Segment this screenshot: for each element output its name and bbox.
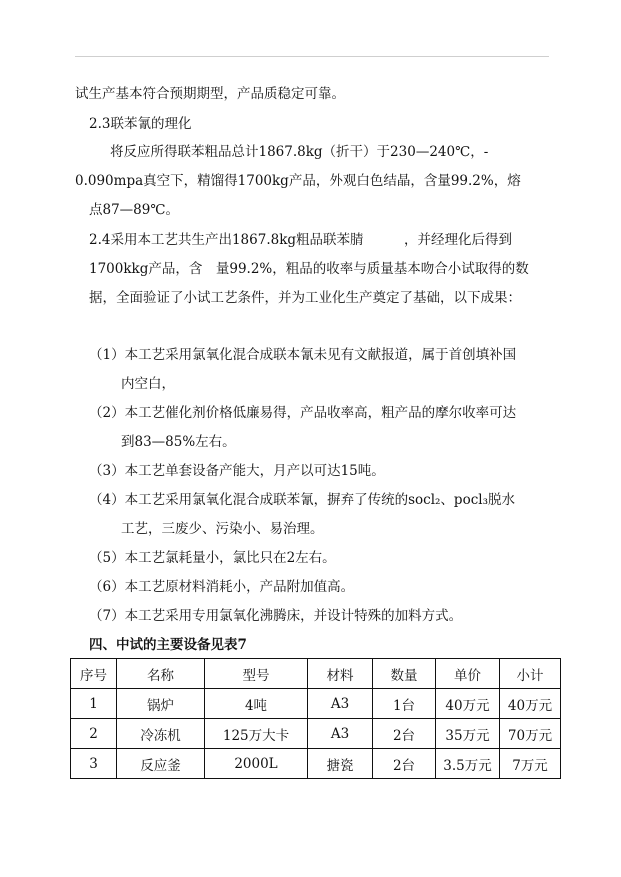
cell-model: 125万大卡 xyxy=(205,719,308,749)
result-7: （7）本工艺采用专用氯氧化沸腾床，并设计特殊的加料方式。 xyxy=(89,608,463,624)
cell-quantity: 2台 xyxy=(373,719,436,749)
cell-unit-price: 40万元 xyxy=(436,689,500,719)
header-subtotal: 小计 xyxy=(500,659,561,689)
header-material: 材料 xyxy=(308,659,373,689)
cell-name: 反应釜 xyxy=(117,749,205,779)
cell-index: 1 xyxy=(71,689,117,719)
result-3: （3）本工艺单套设备产能大，月产以可达15吨。 xyxy=(89,463,385,479)
table-header-row xyxy=(71,659,561,689)
cell-subtotal: 70万元 xyxy=(500,719,561,749)
table-row xyxy=(71,689,561,719)
cell-unit-price: 35万元 xyxy=(436,719,500,749)
section-2-3-line-1: 将反应所得联苯粗品总计1867.8kg（折干）于230—240℃，- xyxy=(110,144,489,160)
cell-name: 冷冻机 xyxy=(117,719,205,749)
equipment-table xyxy=(70,658,561,779)
section-2-4-line-3: 据，全面验证了小试工艺条件，并为工业化生产奠定了基础，以下成果： xyxy=(89,290,521,306)
result-5: （5）本工艺氯耗量小，氯比只在2左右。 xyxy=(89,550,336,566)
header-name: 名称 xyxy=(117,659,205,689)
header-model: 型号 xyxy=(205,659,308,689)
header-rule xyxy=(75,56,549,57)
cell-unit-price: 3.5万元 xyxy=(436,749,500,779)
result-4: （4）本工艺采用氯氧化混合成联苯氰，摒弃了传统的socl₂、pocl₃脱水 xyxy=(89,492,515,508)
cell-model: 2000L xyxy=(205,749,308,779)
header-quantity: 数量 xyxy=(373,659,436,689)
cell-model: 4吨 xyxy=(205,689,308,719)
header-index: 序号 xyxy=(71,659,117,689)
cell-quantity: 2台 xyxy=(373,749,436,779)
table-row xyxy=(71,719,561,749)
table-row xyxy=(71,749,561,779)
cell-material: A3 xyxy=(308,689,373,719)
intro-line: 试生产基本符合预期期型，产品质稳定可靠。 xyxy=(75,86,345,102)
section-2-3-line-3: 点87—89℃。 xyxy=(89,202,179,218)
cell-quantity: 1台 xyxy=(373,689,436,719)
section-2-3-line-2: 0.090mpa真空下，精馏得1700kg产品，外观白色结晶，含量99.2%，熔 xyxy=(75,173,521,189)
section-2-4-line-2: 1700kkg产品，含 量99.2%，粗品的收率与质量基本吻合小试取得的数 xyxy=(89,261,529,277)
cell-name: 锅炉 xyxy=(117,689,205,719)
section-4-heading: 四、中试的主要设备见表7 xyxy=(89,637,247,653)
result-1: （1）本工艺采用氯氧化混合成联本氰未见有文献报道，属于首创填补国 xyxy=(89,347,517,363)
cell-subtotal: 40万元 xyxy=(500,689,561,719)
result-4-cont: 工艺，三废少、污染小、易治理。 xyxy=(121,521,324,537)
result-2: （2）本工艺催化剂价格低廉易得，产品收率高，粗产品的摩尔收率可达 xyxy=(89,405,517,421)
cell-material: 搪瓷 xyxy=(308,749,373,779)
result-1-cont: 内空白， xyxy=(121,376,175,392)
cell-index: 3 xyxy=(71,749,117,779)
section-2-3-heading: 2.3联苯氰的理化 xyxy=(89,116,192,132)
cell-subtotal: 7万元 xyxy=(500,749,561,779)
header-unit-price: 单价 xyxy=(436,659,500,689)
cell-material: A3 xyxy=(308,719,373,749)
cell-index: 2 xyxy=(71,719,117,749)
result-6: （6）本工艺原材料消耗小，产品附加值高。 xyxy=(89,579,355,595)
section-2-4-line-1: 2.4采用本工艺共生产出1867.8kg粗品联苯腈 ，并经理化后得到 xyxy=(89,232,513,248)
result-2-cont: 到83—85%左右。 xyxy=(121,434,236,450)
